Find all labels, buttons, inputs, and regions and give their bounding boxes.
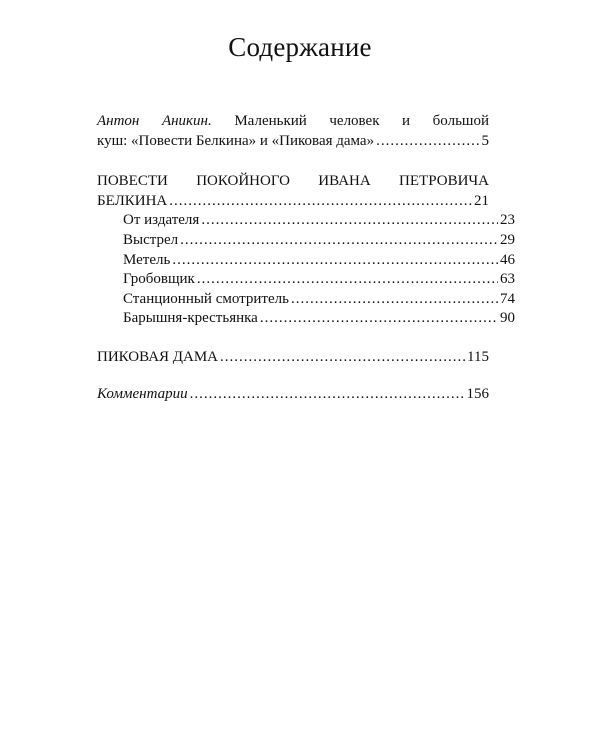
toc-entry-intro-title-part2: куш: «Повести Белкина» и «Пиковая дама» xyxy=(97,132,375,149)
toc-item-label: Барышня-крестьянка xyxy=(123,310,258,327)
dot-leader xyxy=(190,385,465,405)
toc-page-number: 21 xyxy=(474,192,489,209)
toc-section-title: Комментарии xyxy=(97,385,188,402)
dot-leader xyxy=(180,231,498,251)
toc-item-label: Выстрел xyxy=(123,231,179,248)
page-title: Содержание xyxy=(228,32,372,62)
toc-section-kommentarii[interactable] xyxy=(97,385,489,405)
toc-page-number: 90 xyxy=(500,310,515,327)
toc-item-stantsionny-smotritel[interactable] xyxy=(97,290,515,310)
toc-section-title: ПИКОВАЯ ДАМА xyxy=(97,348,219,365)
toc-page-number: 29 xyxy=(500,231,515,248)
toc-page-number: 46 xyxy=(500,251,515,268)
toc-section-belkin-line1 xyxy=(97,172,489,192)
toc-page-number: 115 xyxy=(467,348,489,365)
dot-leader xyxy=(220,348,465,368)
dot-leader xyxy=(201,211,498,231)
toc-page-number: 5 xyxy=(481,132,489,149)
toc-section-belkin-line2 xyxy=(97,192,489,212)
toc-item-vystrel[interactable] xyxy=(97,231,515,251)
toc-page-number: 74 xyxy=(500,290,515,307)
toc-entry-intro-title-part1: Маленький человек и большой xyxy=(234,113,489,129)
toc-item-label: Станционный смотритель xyxy=(123,290,289,307)
toc-item-metel[interactable] xyxy=(97,251,515,271)
toc-entry-intro-line1 xyxy=(97,112,489,132)
dot-leader xyxy=(172,251,498,271)
dot-leader xyxy=(376,132,479,152)
toc-item-label: От издателя xyxy=(123,212,200,229)
toc-entry-intro-line2 xyxy=(97,132,489,152)
toc-section-pikovaya-dama[interactable] xyxy=(97,348,489,368)
table-of-contents xyxy=(97,112,515,404)
toc-section-belkin[interactable] xyxy=(97,172,489,211)
toc-item-label: Метель xyxy=(123,251,171,268)
toc-item-grobovshchik[interactable] xyxy=(97,270,515,290)
dot-leader xyxy=(260,309,498,329)
toc-section-title-part2: БЕЛКИНА xyxy=(97,192,168,209)
toc-page-number: 63 xyxy=(500,271,515,288)
toc-item-baryshnya-krestyanka[interactable] xyxy=(97,309,515,329)
toc-item-label: Гробовщик xyxy=(123,271,195,288)
toc-page-number: 156 xyxy=(466,385,489,402)
toc-entry-author: Антон Аникин. xyxy=(97,113,212,129)
toc-entry-intro[interactable] xyxy=(97,112,489,151)
dot-leader xyxy=(197,270,498,290)
toc-item-ot-izdatelya[interactable] xyxy=(97,211,515,231)
toc-page-number: 23 xyxy=(500,212,515,229)
dot-leader xyxy=(169,192,472,212)
toc-section-title-part1: ПОВЕСТИ ПОКОЙНОГО ИВАНА ПЕТРОВИЧА xyxy=(97,173,489,190)
dot-leader xyxy=(291,290,498,310)
